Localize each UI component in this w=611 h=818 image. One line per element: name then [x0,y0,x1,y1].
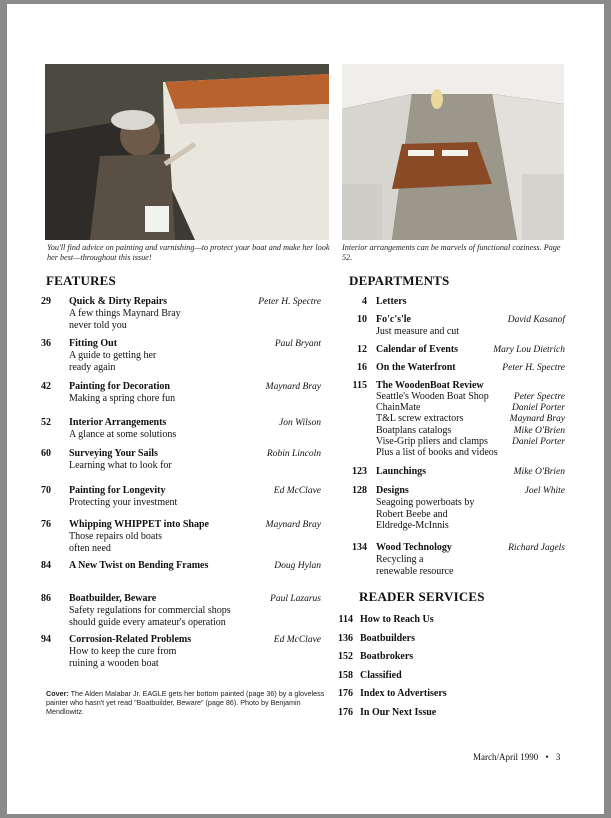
feature-page-number: 52 [41,417,51,428]
feature-description: Protecting your investment [69,497,178,508]
feature-page-number: 29 [41,296,51,307]
feature-title: Quick & Dirty Repairs [69,296,168,307]
reader-service-page-number: 114 [338,614,353,625]
magazine-page [7,4,604,814]
department-page-number: 4 [362,296,367,307]
reader-service-entry [331,707,551,721]
review-item: T&L screw extractors [376,413,464,425]
feature-page-number: 94 [41,634,51,645]
feature-page-number: 42 [41,381,51,392]
feature-description: Learning what to look for [69,460,172,471]
feature-entry [29,593,319,633]
department-author: Richard Jagels [508,543,565,553]
feature-entry [29,296,319,336]
department-entry [345,485,565,530]
cover-note [46,689,326,716]
department-description: Just measure and cut [376,326,460,337]
feature-entry [29,519,319,559]
feature-author: Doug Hylan [274,561,321,571]
reader-service-entry [331,651,551,665]
reader-service-page-number: 158 [338,669,353,681]
feature-entry [29,338,319,378]
review-item-author: Peter Spectre [513,392,565,402]
feature-title: Painting for Decoration [69,381,170,392]
cover-note-label: Cover: [46,689,69,698]
reader-service-title: How to Reach Us [360,614,434,625]
feature-author: Paul Lazarus [270,594,321,604]
photo-interior [342,64,564,240]
feature-author: Jon Wilson [279,418,321,428]
reader-service-title: Boatbrokers [360,651,414,662]
department-description: Eldredge-McInnis [376,520,449,531]
review-item-author: Maynard Bray [509,414,565,425]
department-title: Wood Technology [376,542,452,553]
reader-service-entry [331,633,551,647]
department-title: Letters [376,296,407,307]
reader-services-heading: READER SERVICES [359,589,485,604]
feature-author: Robin Lincoln [266,449,321,459]
review-item: Plus a list of books and videos [376,447,498,458]
reader-service-page-number: 152 [338,651,353,662]
cover-note-text: The Alden Malabar Jr. EAGLE gets her bottom painted (page 36) by a gloveless painter who hasn't yet read "Boatbuilder, Beware" (page 86). Photo by Benjamin Mendlowitz. [46,689,325,716]
department-author: Joel White [524,486,565,496]
feature-description: A guide to getting her [69,350,157,361]
feature-description: should guide every amateur's operation [69,616,226,628]
feature-author: Maynard Bray [265,382,321,392]
feature-page-number: 70 [41,485,51,496]
review-page-number: 115 [352,380,367,391]
reader-service-page-number: 136 [338,632,353,644]
feature-author: Ed McClave [273,635,321,645]
department-entry [345,542,565,587]
feature-entry [29,381,319,421]
department-page-number: 16 [357,362,367,373]
feature-description: A glance at some solutions [69,429,177,440]
department-author: David Kasanof [507,315,565,325]
feature-author: Maynard Bray [265,520,321,530]
review-item-author: Daniel Porter [511,436,565,447]
feature-title: Surveying Your Sails [69,448,158,459]
reader-service-title: Boatbuilders [360,632,416,644]
departments-heading: DEPARTMENTS [349,273,450,288]
footer-separator: • [545,752,549,762]
department-page-number: 128 [352,485,367,496]
department-page-number: 134 [352,542,367,553]
department-description: Recycling a [376,554,424,565]
department-page-number: 10 [357,314,367,325]
photo-painter [45,64,329,240]
reader-service-entry [331,670,551,684]
feature-title: Boatbuilder, Beware [69,593,157,604]
review-item-author: Daniel Porter [511,403,565,414]
page-number: 3 [555,752,561,762]
department-description: renewable resource [376,565,454,577]
feature-page-number: 76 [41,519,51,530]
reader-service-page-number: 176 [338,706,353,718]
department-title: On the Waterfront [376,362,456,373]
department-description: Seagoing powerboats by [376,497,475,508]
department-author: Mike O'Brien [513,467,565,477]
reader-service-title: Index to Advertisers [360,688,447,699]
feature-title: Painting for Longevity [69,485,166,496]
photo-caption-left: You'll find advice on painting and varnishing—to protect your boat and make her look her best—throughout this issue! [47,243,330,262]
department-title: Fo'c's'le [376,314,411,325]
feature-title: Whipping WHIPPET into Shape [69,519,209,530]
feature-author: Ed McClave [273,486,321,496]
photo-caption-right: Interior arrangements can be marvels of functional coziness. Page 52. [342,243,561,262]
feature-description: Safety regulations for commercial shops [69,605,231,616]
department-description: Robert Beebe and [376,508,448,520]
feature-description: never told you [69,319,127,331]
feature-page-number: 86 [41,593,51,604]
department-title: Launchings [376,466,427,477]
feature-description: How to keep the cure from [69,646,177,657]
feature-description: ruining a wooden boat [69,657,159,669]
review-item: Boatplans catalogs [376,424,452,436]
feature-description: A few things Maynard Bray [69,308,181,319]
reader-service-title: In Our Next Issue [360,706,437,718]
review-item: Vise-Grip pliers and clamps [376,435,488,447]
feature-title: A New Twist on Bending Frames [69,560,209,571]
department-entry [345,314,565,342]
department-title: Designs [376,485,409,496]
feature-author: Paul Bryant [274,339,321,349]
feature-description: ready again [69,361,116,373]
review-item: ChainMate [376,402,421,414]
review-item: Seattle's Wooden Boat Shop [376,391,489,402]
feature-page-number: 36 [41,338,51,349]
feature-title: Corrosion-Related Problems [69,634,192,645]
reader-service-entry [331,688,551,702]
feature-page-number: 84 [41,560,51,571]
reader-service-page-number: 176 [338,688,353,699]
feature-entry [29,448,319,488]
reader-service-title: Classified [360,669,402,681]
issue-date: March/April 1990 [473,752,539,762]
feature-title: Fitting Out [69,338,118,349]
reader-service-entry [331,614,551,628]
department-page-number: 12 [357,344,367,355]
features-heading: FEATURES [46,273,116,288]
feature-page-number: 60 [41,448,51,459]
review-title: The WoodenBoat Review [376,380,484,391]
page-footer [473,752,560,762]
feature-description: Those repairs old boats [69,531,163,542]
review-item-author: Mike O'Brien [513,425,565,436]
department-page-number: 123 [352,466,367,477]
feature-description: Making a spring chore fun [69,393,176,404]
feature-author: Peter H. Spectre [258,297,321,307]
department-author: Mary Lou Dietrich [493,345,565,355]
feature-title: Interior Arrangements [69,417,167,428]
review-entry [345,380,565,465]
department-author: Peter H. Spectre [502,363,565,373]
feature-entry [29,634,319,674]
department-title: Calendar of Events [376,344,459,355]
feature-description: often need [69,542,111,554]
